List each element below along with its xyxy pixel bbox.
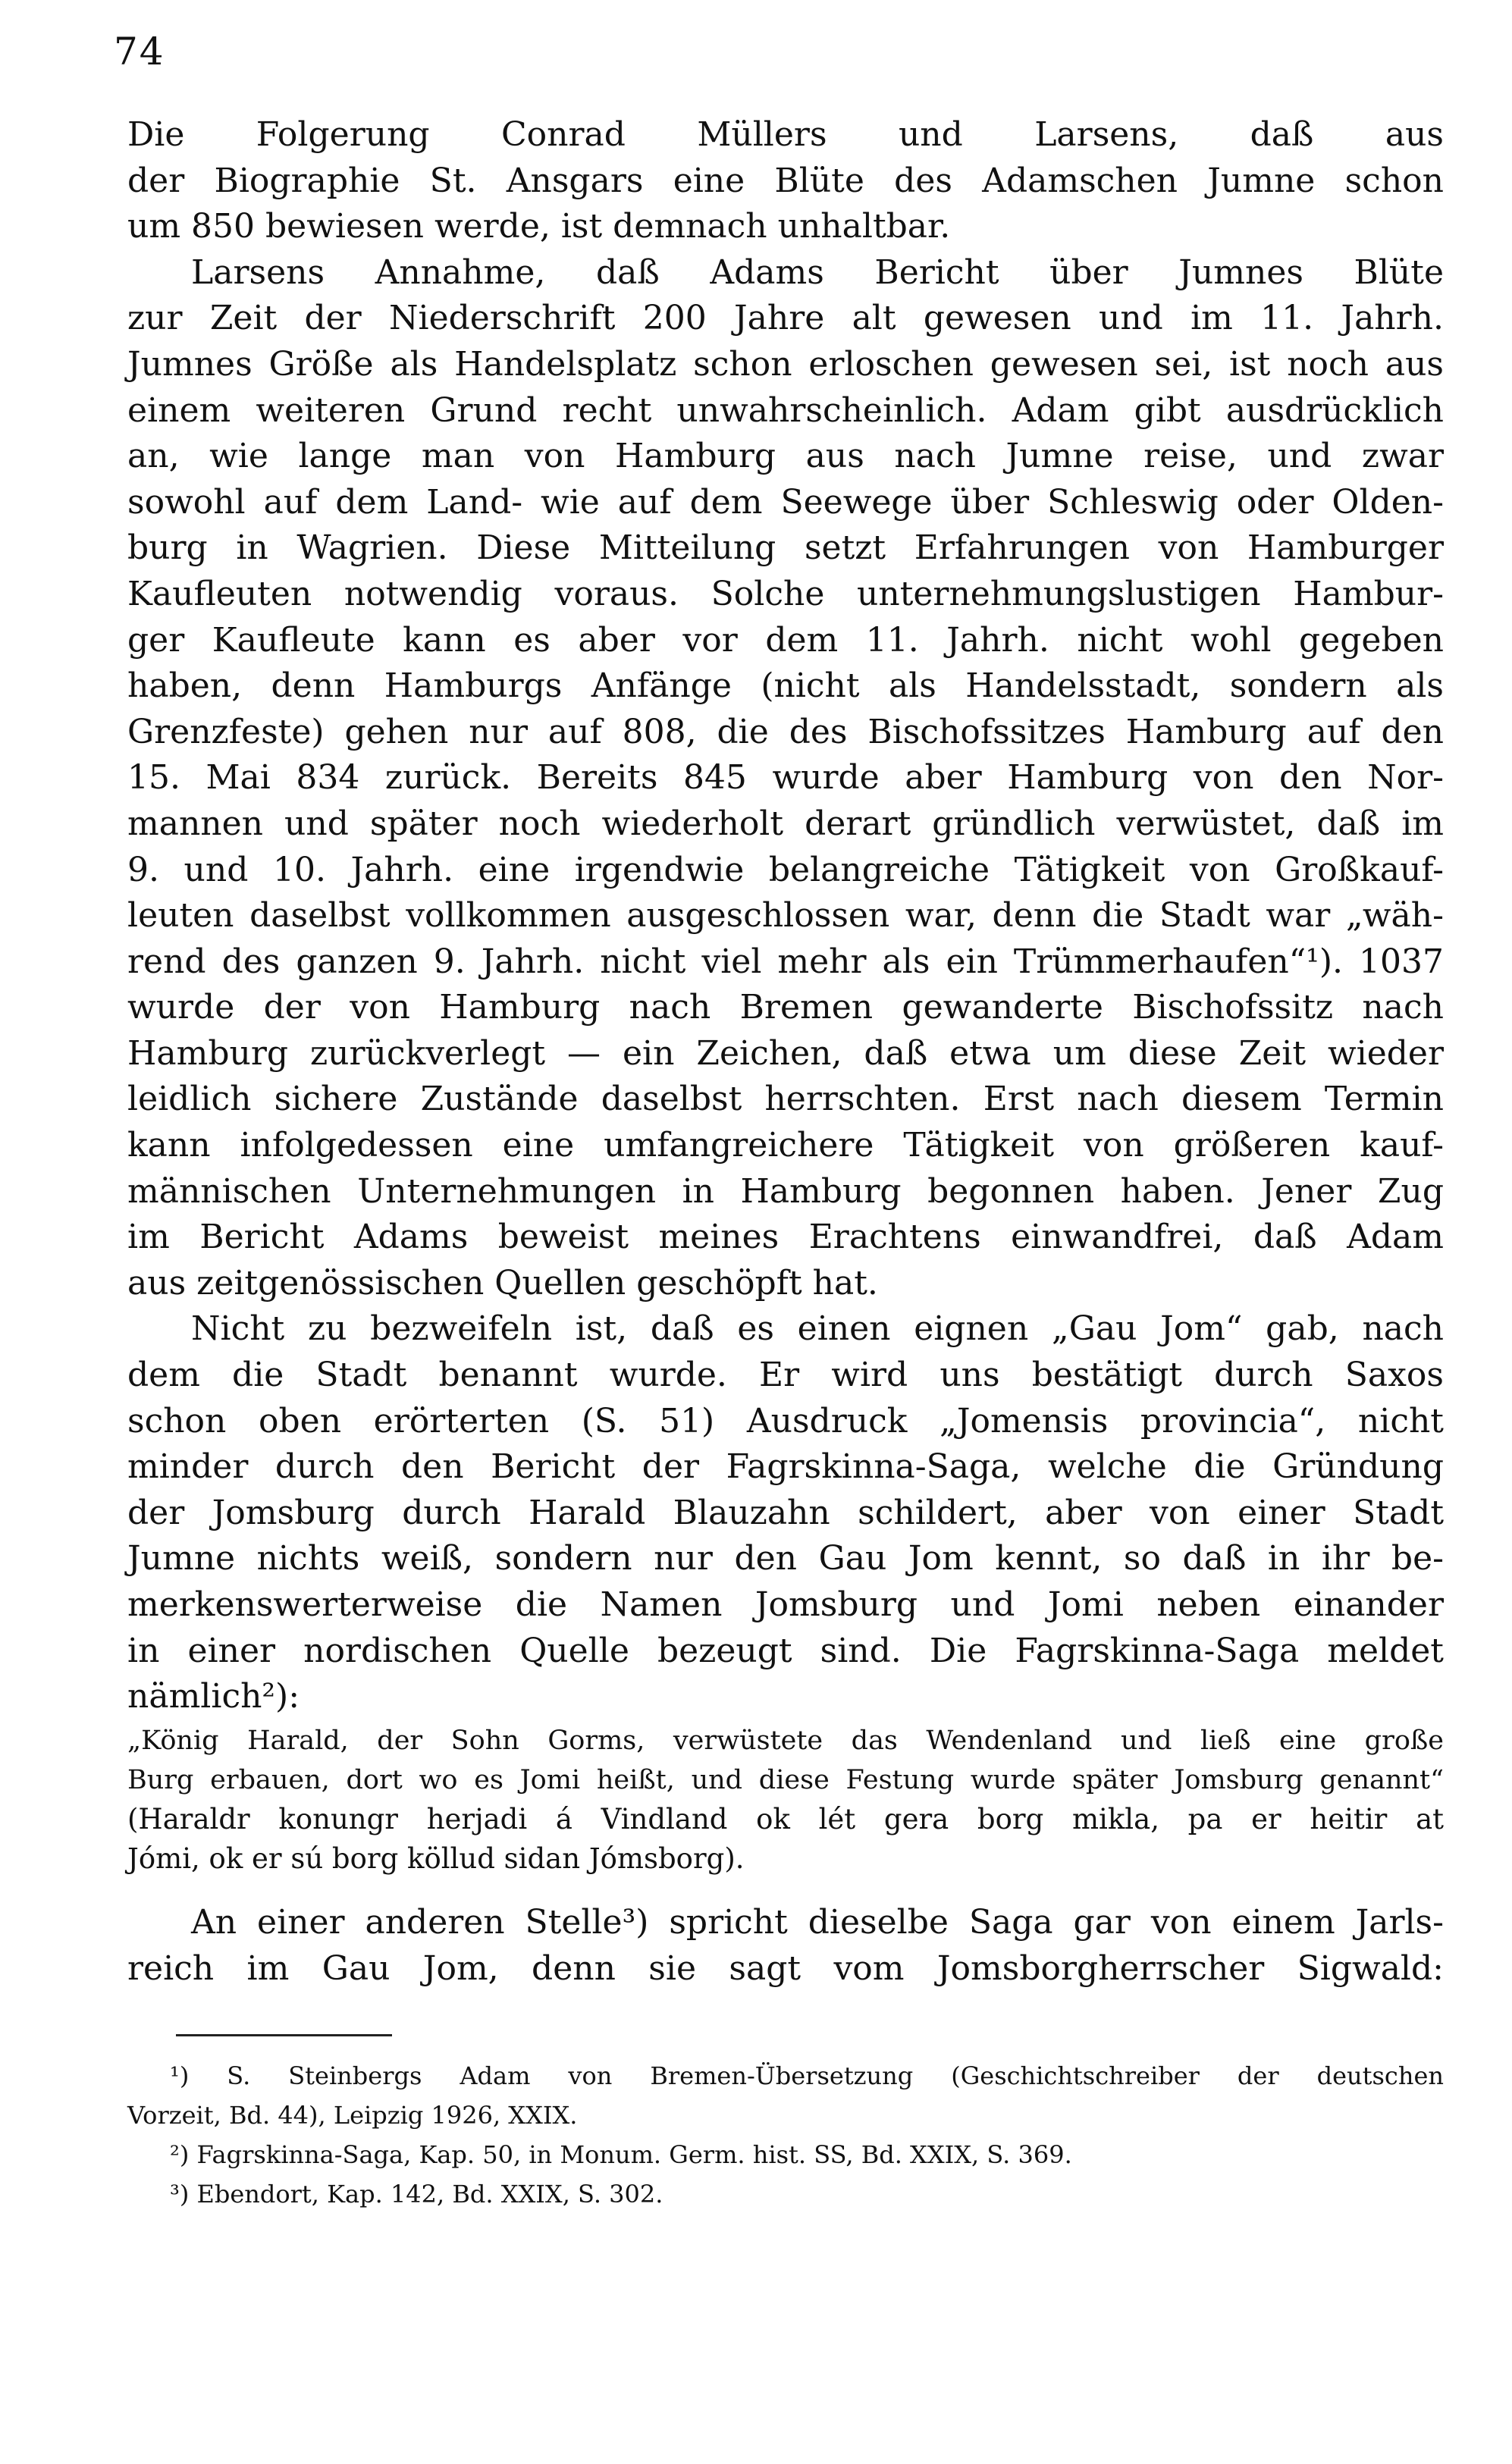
quote-line-original: Jómi, ok er sú borg köllud sidan Jómsborg).: [127, 1842, 745, 1875]
text-line: sowohl auf dem Land- wie auf dem Seewege über Schleswig oder Olden-: [127, 482, 1444, 522]
text-line: der Jomsburg durch Harald Blauzahn schildert, aber von einer Stadt: [127, 1493, 1444, 1532]
page-number: 74: [114, 30, 165, 74]
text-line: Grenzfeste) gehen nur auf 808, die des Bischofssitzes Hamburg auf den: [127, 712, 1444, 751]
footnote-2: ²) Fagrskinna-Saga, Kap. 50, in Monum. Germ. hist. SS, Bd. XXIX, S. 369.: [170, 2140, 1072, 2169]
text-line: zur Zeit der Niederschrift 200 Jahre alt gewesen und im 11. Jahrh.: [127, 299, 1444, 338]
text-line: Jumne nichts weiß, sondern nur den Gau Jom kennt, so daß in ihr be-: [127, 1539, 1444, 1578]
text-line: haben, denn Hamburgs Anfänge (nicht als Handelsstadt, sondern als: [127, 666, 1444, 706]
text-line: Die Folgerung Conrad Müllers und Larsens, daß aus: [127, 115, 1444, 154]
text-line: An einer anderen Stelle³) spricht dieselbe Saga gar von einem Jarls-: [191, 1903, 1444, 1942]
text-line: in einer nordischen Quelle bezeugt sind. Die Fagrskinna-Saga meldet: [127, 1631, 1444, 1670]
text-line: der Biographie St. Ansgars eine Blüte des Adamschen Jumne schon: [127, 161, 1444, 200]
text-line: schon oben erörterten (S. 51) Ausdruck „Jomensis provincia“, nicht: [127, 1401, 1444, 1440]
text-line: reich im Gau Jom, denn sie sagt vom Jomsborgherrscher Sigwald:: [127, 1948, 1444, 1988]
text-line: wurde der von Hamburg nach Bremen gewanderte Bischofssitz nach: [127, 988, 1444, 1027]
text-line: merkenswerterweise die Namen Jomsburg und Jomi neben einander: [127, 1585, 1444, 1624]
text-line: 15. Mai 834 zurück. Bereits 845 wurde aber Hamburg von den Nor-: [127, 758, 1444, 798]
text-line: nämlich²):: [127, 1677, 300, 1716]
text-line: um 850 bewiesen werde, ist demnach unhaltbar.: [127, 207, 951, 246]
text-line: Jumnes Größe als Handelsplatz schon erloschen gewesen sei, ist noch aus: [127, 344, 1444, 384]
text-line: an, wie lange man von Hamburg aus nach Jumne reise, und zwar: [127, 437, 1444, 476]
text-line: ger Kaufleute kann es aber vor dem 11. Jahrh. nicht wohl gegeben: [127, 620, 1444, 660]
text-line: kann infolgedessen eine umfangreichere Tätigkeit von größeren kauf-: [127, 1126, 1444, 1165]
text-line: aus zeitgenössischen Quellen geschöpft hat.: [127, 1263, 878, 1303]
text-line: im Bericht Adams beweist meines Erachtens einwandfrei, daß Adam: [127, 1218, 1444, 1257]
text-line: Hamburg zurückverlegt — ein Zeichen, daß etwa um diese Zeit wieder: [127, 1033, 1444, 1073]
quote-line: Burg erbauen, dort wo es Jomi heißt, und diese Festung wurde später Jomsburg genannt“: [127, 1765, 1444, 1795]
text-line: dem die Stadt benannt wurde. Er wird uns bestätigt durch Saxos: [127, 1356, 1444, 1395]
text-line: burg in Wagrien. Diese Mitteilung setzt Erfahrungen von Hamburger: [127, 528, 1444, 568]
text-line: Nicht zu bezweifeln ist, daß es einen eignen „Gau Jom“ gab, nach: [191, 1309, 1444, 1349]
text-line: leuten daselbst vollkommen ausgeschlossen war, denn die Stadt war „wäh-: [127, 896, 1444, 936]
main-text: [127, 112, 1444, 1720]
block-quote: [127, 1721, 1444, 1879]
text-line: einem weiteren Grund recht unwahrscheinlich. Adam gibt ausdrücklich: [127, 390, 1444, 430]
footnote-3: ³) Ebendort, Kap. 142, Bd. XXIX, S. 302.: [170, 2180, 663, 2209]
text-line: 9. und 10. Jahrh. eine irgendwie belangreiche Tätigkeit von Großkauf-: [127, 850, 1444, 889]
main-text-continued: [127, 1900, 1444, 1992]
text-line: mannen und später noch wiederholt derart gründlich verwüstet, daß im: [127, 804, 1444, 843]
text-line: leidlich sichere Zustände daselbst herrschten. Erst nach diesem Termin: [127, 1080, 1444, 1119]
text-line: männischen Unternehmungen in Hamburg begonnen haben. Jener Zug: [127, 1171, 1444, 1211]
footnotes: [127, 2056, 1444, 2214]
text-line: Larsens Annahme, daß Adams Bericht über Jumnes Blüte: [191, 252, 1444, 292]
text-line: rend des ganzen 9. Jahrh. nicht viel mehr als ein Trümmerhaufen“¹). 1037: [127, 942, 1444, 981]
quote-line-original: (Haraldr konungr herjadi á Vindland ok lét gera borg mikla, pa er heitir at: [127, 1803, 1444, 1835]
footnote-divider: [176, 2034, 392, 2036]
footnote-1-continued: Vorzeit, Bd. 44), Leipzig 1926, XXIX.: [127, 2101, 578, 2130]
text-line: minder durch den Bericht der Fagrskinna-Saga, welche die Gründung: [127, 1447, 1444, 1487]
text-line: Kaufleuten notwendig voraus. Solche unternehmungslustigen Hambur-: [127, 574, 1444, 613]
quote-line: „König Harald, der Sohn Gorms, verwüstete das Wendenland und ließ eine große: [127, 1726, 1444, 1756]
footnote-1: ¹) S. Steinbergs Adam von Bremen-Übersetzung (Geschichtschreiber der deutschen: [170, 2061, 1444, 2090]
